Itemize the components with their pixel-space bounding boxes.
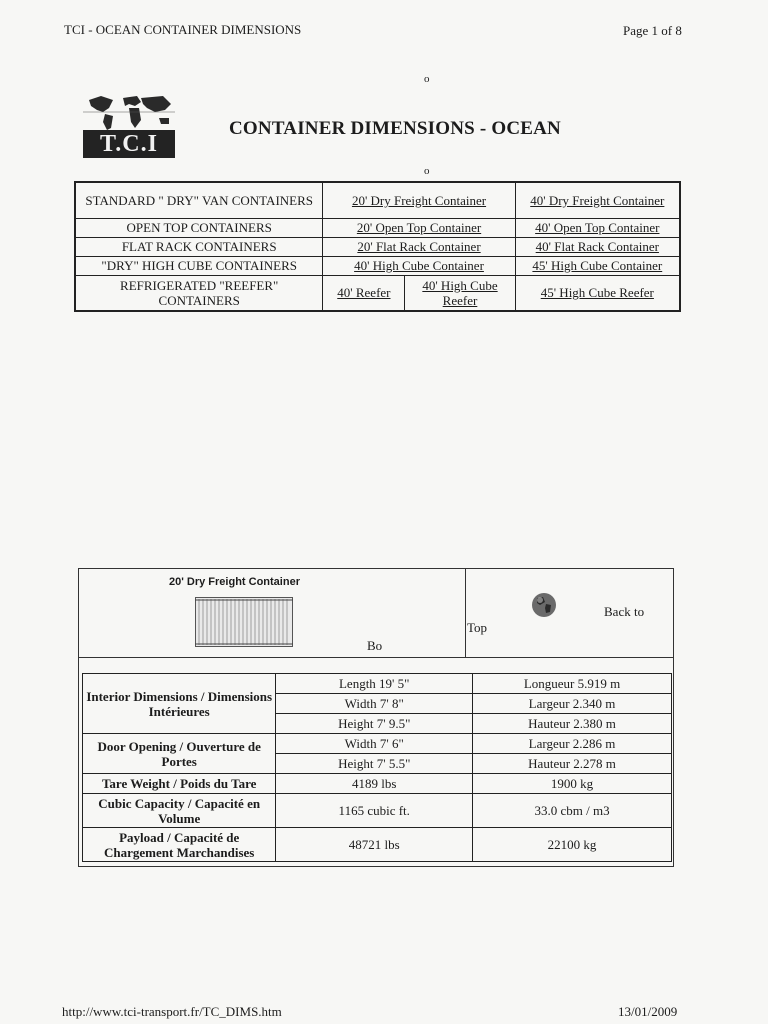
- container-link[interactable]: 40' Flat Rack Container: [515, 237, 680, 256]
- metric-value: Longueur 5.919 m: [473, 674, 672, 694]
- browser-print-title: TCI - OCEAN CONTAINER DIMENSIONS: [64, 22, 302, 37]
- imperial-value: Length 19' 5": [276, 674, 473, 694]
- table-row: [75, 256, 680, 275]
- page-url[interactable]: http://www.tci-transport.fr/TC_DIMS.htm: [62, 1004, 282, 1019]
- container-link[interactable]: 45' High Cube Container: [515, 256, 680, 275]
- type-label: STANDARD " DRY" VAN CONTAINERS: [75, 182, 323, 218]
- image-caption-text: Bo: [367, 638, 383, 653]
- metric-value: Hauteur 2.380 m: [473, 714, 672, 734]
- container-link[interactable]: 40' Open Top Container: [515, 218, 680, 237]
- row-label: Tare Weight / Poids du Tare: [83, 774, 276, 794]
- container-image: [195, 597, 293, 647]
- table-row: [75, 275, 680, 311]
- table-row: [83, 674, 672, 694]
- type-label: OPEN TOP CONTAINERS: [75, 218, 323, 237]
- back-to-link[interactable]: Back to: [604, 604, 645, 619]
- container-link[interactable]: 40' High Cube Container: [323, 256, 515, 275]
- imperial-value: 1165 cubic ft.: [276, 794, 473, 828]
- row-label: Payload / Capacité de Chargement Marchandises: [83, 828, 276, 862]
- table-row: [83, 794, 672, 828]
- imperial-value: 4189 lbs: [276, 774, 473, 794]
- container-link[interactable]: 40' Reefer: [323, 275, 405, 311]
- imperial-value: Width 7' 6": [276, 734, 473, 754]
- metric-value: Largeur 2.340 m: [473, 694, 672, 714]
- imperial-value: Width 7' 8": [276, 694, 473, 714]
- logo-text: T.C.I: [83, 130, 175, 158]
- container-link[interactable]: 20' Dry Freight Container: [323, 182, 515, 218]
- table-row: [75, 182, 680, 218]
- imperial-value: Height 7' 5.5": [276, 754, 473, 774]
- row-label: Cubic Capacity / Capacité en Volume: [83, 794, 276, 828]
- row-label: Interior Dimensions / Dimensions Intérieures: [83, 674, 276, 734]
- type-label: REFRIGERATED "REEFER" CONTAINERS: [75, 275, 323, 311]
- dimensions-table: [82, 673, 672, 862]
- container-link[interactable]: 20' Flat Rack Container: [323, 237, 515, 256]
- bullet-mark: o: [424, 165, 430, 177]
- print-date: 13/01/2009: [618, 1004, 678, 1019]
- container-link[interactable]: 20' Open Top Container: [323, 218, 515, 237]
- table-row: [75, 237, 680, 256]
- metric-value: 22100 kg: [473, 828, 672, 862]
- container-link[interactable]: 40' Dry Freight Container: [515, 182, 680, 218]
- container-types-table: [74, 181, 681, 312]
- imperial-value: Height 7' 9.5": [276, 714, 473, 734]
- page-number: Page 1 of 8: [623, 23, 682, 38]
- world-map-icon: [83, 92, 175, 132]
- row-label: Door Opening / Ouverture de Portes: [83, 734, 276, 774]
- top-link-text[interactable]: Top: [467, 620, 488, 635]
- container-link[interactable]: 40' High Cube Reefer: [405, 275, 515, 311]
- globe-icon[interactable]: [531, 592, 557, 618]
- metric-value: Hauteur 2.278 m: [473, 754, 672, 774]
- type-label: "DRY" HIGH CUBE CONTAINERS: [75, 256, 323, 275]
- metric-value: 33.0 cbm / m3: [473, 794, 672, 828]
- table-row: [83, 828, 672, 862]
- page-title: CONTAINER DIMENSIONS - OCEAN: [229, 118, 561, 139]
- metric-value: 1900 kg: [473, 774, 672, 794]
- imperial-value: 48721 lbs: [276, 828, 473, 862]
- table-row: [83, 774, 672, 794]
- tci-logo[interactable]: [83, 92, 175, 162]
- type-label: FLAT RACK CONTAINERS: [75, 237, 323, 256]
- container-link[interactable]: 45' High Cube Reefer: [515, 275, 680, 311]
- bullet-mark: o: [424, 73, 430, 85]
- container-title: 20' Dry Freight Container: [169, 576, 300, 588]
- metric-value: Largeur 2.286 m: [473, 734, 672, 754]
- table-row: [83, 734, 672, 754]
- table-row: [75, 218, 680, 237]
